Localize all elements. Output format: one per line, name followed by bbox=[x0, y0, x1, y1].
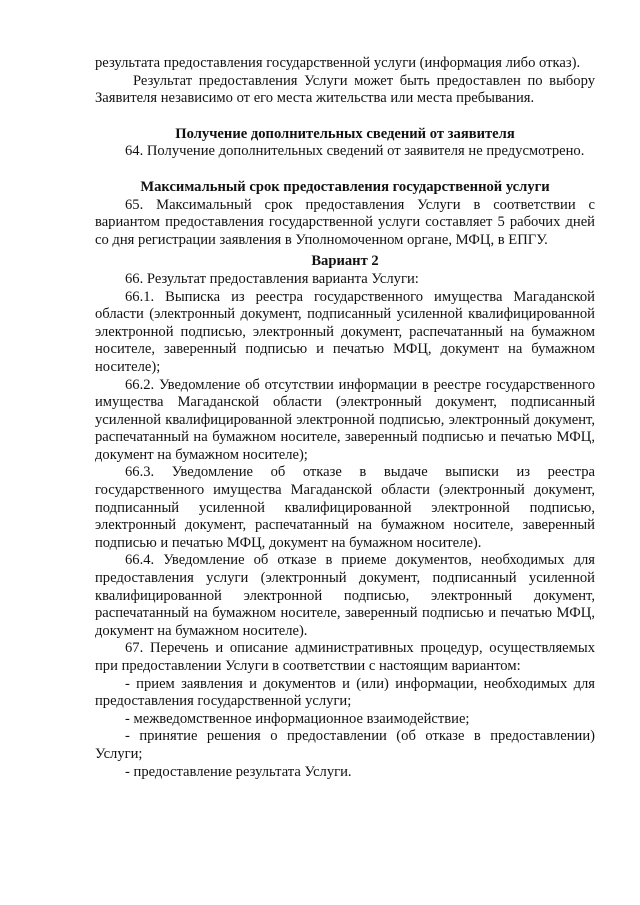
paragraph-66-1: 66.1. Выписка из реестра государственного имущества Магаданской области (электронный документ, подписанный усиленной квалифицированной электронной подписью, электронный документ, распечатанный на бумажном носителе, заверенный подписью и печатью МФЦ, документ на бумажном носителе); bbox=[95, 288, 595, 375]
heading-variant-2: Вариант 2 bbox=[311, 253, 379, 270]
document-page bbox=[95, 55, 595, 781]
paragraph-64: 64. Получение дополнительных сведений от заявителя не предусмотрено. bbox=[125, 143, 585, 160]
heading-additional-info: Получение дополнительных сведений от заявителя bbox=[175, 125, 515, 142]
list-item-2: - межведомственное информационное взаимодействие; bbox=[125, 710, 470, 727]
list-item-4: - предоставление результата Услуги. bbox=[125, 763, 352, 780]
paragraph-66: 66. Результат предоставления варианта Услуги: bbox=[125, 270, 419, 287]
paragraph-66-3: 66.3. Уведомление об отказе в выдаче выписки из реестра государственного имущества Магаданской области (электронный документ, подписанный усиленной квалифицированной электронной подписью, электронный документ, распечатанный на бумажном носителе, заверенный подписью и печатью МФЦ, документ на бумажном носителе). bbox=[95, 464, 595, 551]
paragraph-result-any-place: Результат предоставления Услуги может быть предоставлен по выбору Заявителя независимо от его места жительства или места пребывания. bbox=[95, 72, 595, 107]
paragraph-66-4: 66.4. Уведомление об отказе в приеме документов, необходимых для предоставления услуги (электронный документ, подписанный усиленной квалифицированной электронной подписью, электронный документ, распечатанный на бумажном носителе, заверенный подписью и печатью МФЦ, документ на бумажном носителе). bbox=[95, 552, 595, 639]
paragraph-66-2: 66.2. Уведомление об отсутствии информации в реестре государственного имущества Магаданской области (электронный документ, подписанный усиленной квалифицированной электронной подписью, электронный документ, распечатанный на бумажном носителе, заверенный подписью и печатью МФЦ, документ на бумажном носителе); bbox=[95, 376, 595, 463]
paragraph-67: 67. Перечень и описание административных процедур, осуществляемых при предоставлении Услуги в соответствии с настоящим вариантом: bbox=[95, 640, 595, 674]
paragraph-result-continuation: результата предоставления государственной услуги (информация либо отказ). bbox=[95, 55, 581, 71]
list-item-3: - принятие решения о предоставлении (об отказе в предоставлении) Услуги; bbox=[95, 728, 595, 762]
heading-max-term: Максимальный срок предоставления государственной услуги bbox=[140, 178, 550, 195]
paragraph-65: 65. Максимальный срок предоставления Услуги в соответствии с вариантом предоставления государственной услуги составляет 5 рабочих дней со дня регистрации заявления в Уполномоченном органе, МФЦ, в ЕПГУ. bbox=[95, 196, 595, 248]
list-item-1: - прием заявления и документов и (или) информации, необходимых для предоставления государственной услуги; bbox=[95, 675, 595, 710]
